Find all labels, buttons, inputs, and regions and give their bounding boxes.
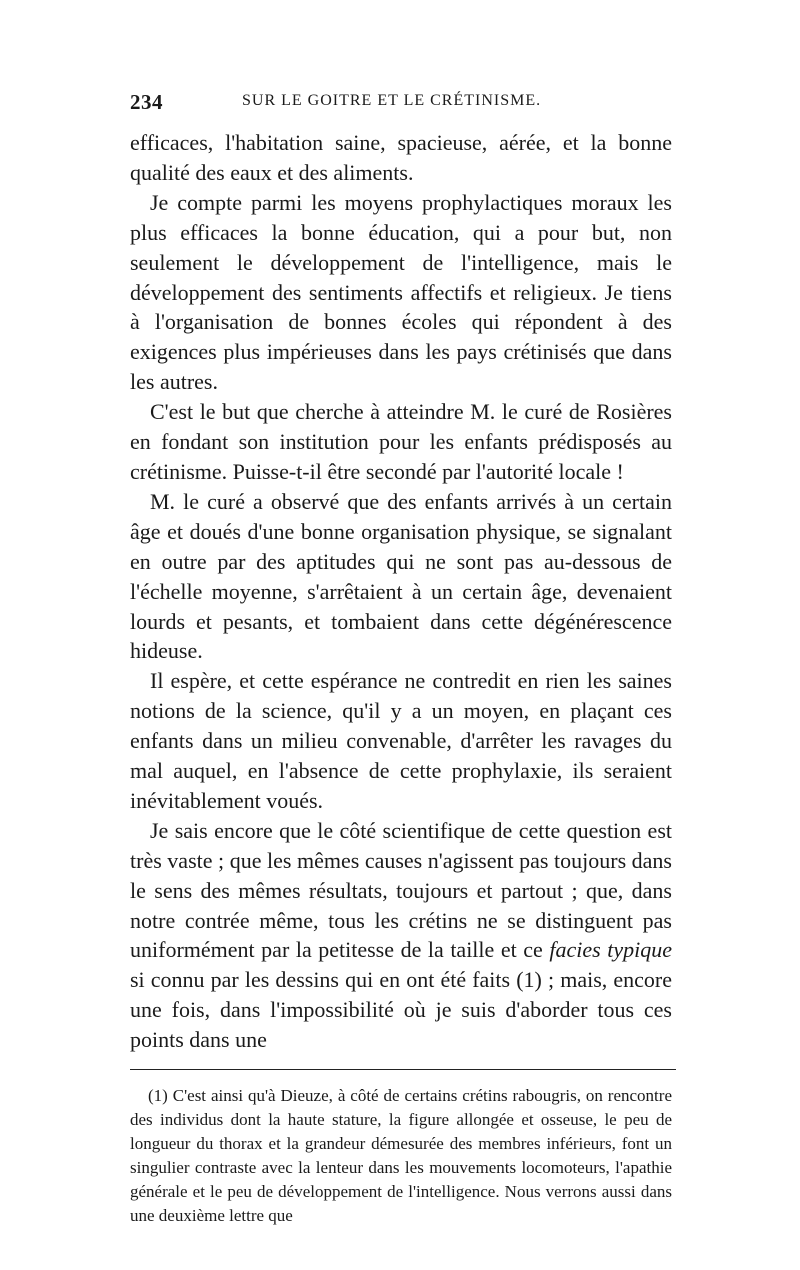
paragraph: C'est le but que cherche à atteindre M. le curé de Rosières en fondant son institution pour les enfants prédisposés au crétinisme. Puisse-t-il être secondé par l'autorité locale !: [130, 399, 672, 484]
footnote-divider: [130, 1069, 676, 1070]
paragraph: efficaces, l'habitation saine, spacieuse, aérée, et la bonne qualité des eaux et des aliments.: [130, 130, 672, 185]
page-number: 234: [130, 90, 163, 114]
footnote: (1) C'est ainsi qu'à Dieuze, à côté de certains crétins rabougris, on rencontre des individus dont la haute stature, la figure allongée et osseuse, le peu de longueur du thorax et la grandeur démesurée des membres inférieurs, font un singulier contraste avec la lenteur dans les mouvements locomoteurs, l'apathie générale et le peu de développement de l'intelligence. Nous verrons aussi dans une deuxième lettre que: [130, 1086, 672, 1226]
body-text: [130, 128, 672, 1055]
paragraph: Je sais encore que le côté scientifique de cette question est très vaste ; que les mêmes causes n'agissent pas toujours dans le sens des mêmes résultats, toujours et partout ; que, dans notre contrée même, tous les crétins ne se distinguent pas uniformément par la petitesse de la taille et ce facies typique si connu par les dessins qui en ont été faits (1) ; mais, encore une fois, dans l'impossibilité où je suis d'aborder tous ces points dans une: [130, 817, 672, 1053]
paragraph: M. le curé a observé que des enfants arrivés à un certain âge et doués d'une bonne organisation physique, se signalant en outre par des aptitudes qui ne sont pas au-dessous de l'échelle moyenne, s'arrêtaient à un certain âge, devenaient lourds et pesants, et tombaient dans cette dégénérescence hideuse.: [130, 488, 672, 664]
paragraph: Je compte parmi les moyens prophylactiques moraux les plus efficaces la bonne éducation, qui a pour but, non seulement le développement de l'intelligence, mais le développement des sentiments affectifs et religieux. Je tiens à l'organisation de bonnes écoles qui répondent à des exigences plus impérieuses dans les pays crétinisés que dans les autres.: [130, 189, 672, 395]
paragraph: Il espère, et cette espérance ne contredit en rien les saines notions de la science, qu'il y a un moyen, en plaçant ces enfants dans un milieu convenable, d'arrêter les ravages du mal auquel, en l'absence de cette prophylaxie, ils seraient inévitablement voués.: [130, 668, 672, 813]
italic-term: facies typique: [549, 937, 672, 963]
book-page: [130, 88, 672, 1228]
running-head: [130, 88, 672, 118]
running-title: SUR LE GOITRE ET LE CRÉTINISME.: [242, 92, 542, 109]
